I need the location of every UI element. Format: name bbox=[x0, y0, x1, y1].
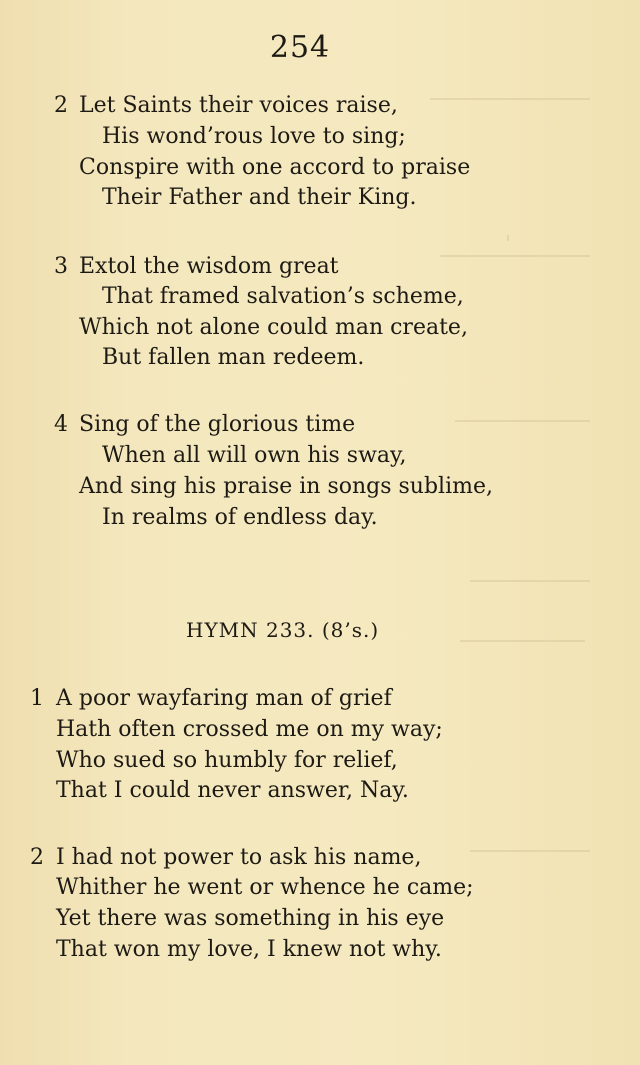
verse-line: Let Saints their voices raise, bbox=[79, 93, 398, 118]
verse-line: Whither he went or whence he came; bbox=[56, 875, 474, 900]
verse-line: Their Father and their King. bbox=[102, 185, 417, 210]
hymn-title: HYMN 233. (8’s.) bbox=[186, 618, 380, 642]
stanza-number: 1 bbox=[30, 686, 44, 711]
verse-line: Yet there was something in his eye bbox=[56, 906, 445, 931]
verse-line: His wond’rous love to sing; bbox=[102, 124, 406, 149]
verse-line: In realms of endless day. bbox=[102, 505, 378, 530]
stanza-number: 3 bbox=[54, 254, 68, 279]
verse-line: Who sued so humbly for relief, bbox=[56, 748, 398, 773]
verse-line: A poor wayfaring man of grief bbox=[56, 686, 392, 711]
verse-line: Hath often crossed me on my way; bbox=[56, 717, 443, 742]
verse-line: Extol the wisdom great bbox=[79, 254, 339, 279]
verse-line: That won my love, I knew not why. bbox=[56, 937, 442, 962]
verse-line: Sing of the glorious time bbox=[79, 412, 356, 437]
verse-line: That framed salvation’s scheme, bbox=[102, 284, 464, 309]
verse-line: But fallen man redeem. bbox=[102, 345, 365, 370]
verse-line: And sing his praise in songs sublime, bbox=[79, 474, 494, 499]
stanza-number: 2 bbox=[30, 845, 44, 870]
page-number: 254 bbox=[269, 30, 331, 65]
verse-line: I had not power to ask his name, bbox=[56, 845, 422, 870]
verse-line: Which not alone could man create, bbox=[79, 315, 468, 340]
stanza-number: 4 bbox=[54, 412, 68, 437]
verse-line: That I could never answer, Nay. bbox=[56, 778, 409, 803]
stanza-number: 2 bbox=[54, 93, 68, 118]
verse-line: Conspire with one accord to praise bbox=[79, 155, 471, 180]
verse-line: When all will own his sway, bbox=[102, 443, 407, 468]
